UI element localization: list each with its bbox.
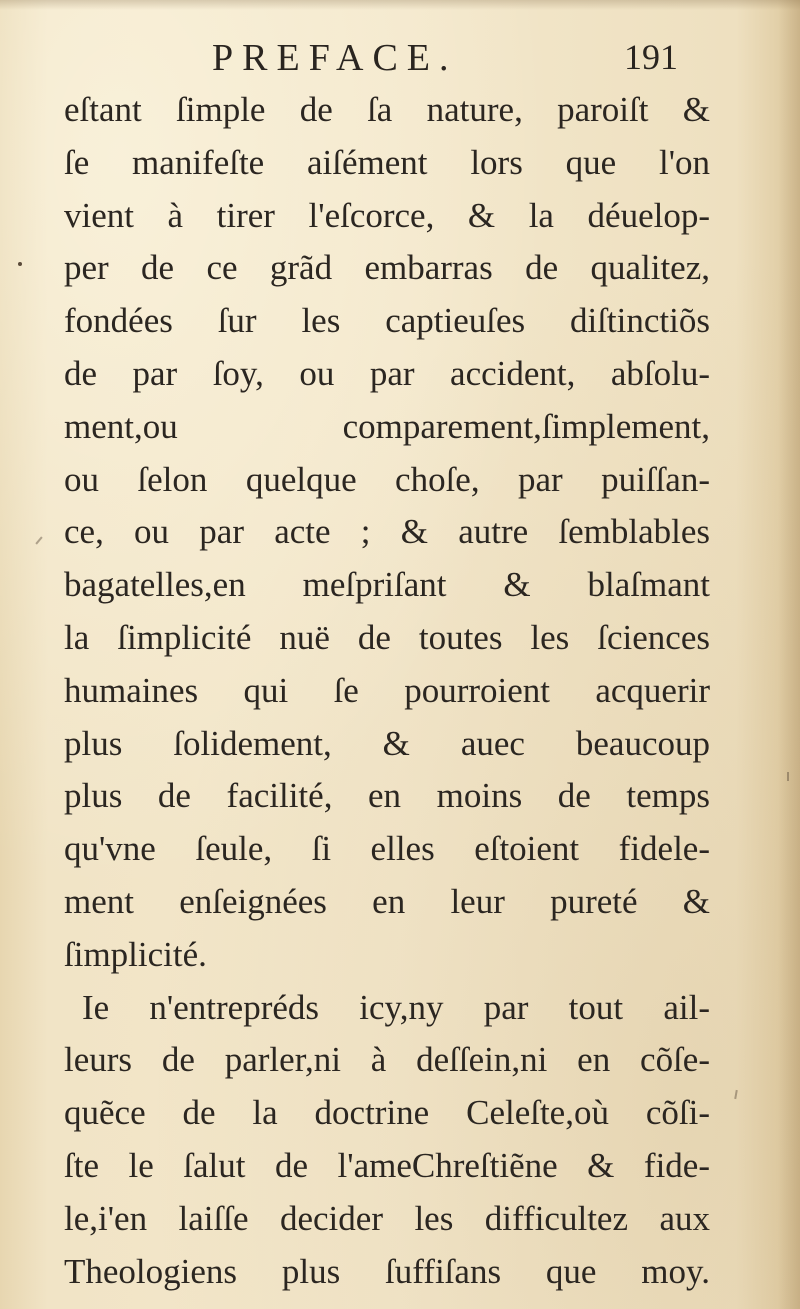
text-line: Theologiens plus ſuffiſans que moy. [64, 1251, 710, 1291]
text-line: ſte le ſalut de l'ameChreſtiẽne & fide- [64, 1145, 710, 1185]
text-line: per de ce grãd embarras de qualitez, [64, 248, 710, 288]
text-line: ou ſelon quelque choſe, par puiſſan- [64, 459, 710, 499]
text-line: quẽce de la doctrine Celeſte,où cõſi- [64, 1093, 710, 1133]
paper-speck [734, 1090, 738, 1099]
page-number: 191 [624, 37, 678, 77]
text-line: vient à tirer l'eſcorce, & la déuelop- [64, 195, 710, 235]
text-line: leurs de parler,ni à deſſein,ni en cõſe- [64, 1040, 710, 1080]
top-edge-shadow [0, 0, 800, 10]
text-line: plus ſolidement, & auec beaucoup [64, 723, 710, 763]
text-line: le,i'en laiſſe decider les difficultez aux [64, 1198, 710, 1238]
text-line: de par ſoy, ou par accident, abſolu- [64, 353, 710, 393]
paper-speck [35, 536, 42, 544]
text-line: Ie n'entrepréds icy,ny par tout ail- [82, 987, 710, 1027]
text-line: fondées ſur les captieuſes diſtinctiõs [64, 301, 710, 341]
running-head: PREFACE. [212, 37, 458, 79]
page-header [0, 30, 800, 86]
text-line: bagatelles,en meſpriſant & blaſmant [64, 565, 710, 605]
text-line: ment,ou comparement,ſimplement, [64, 406, 710, 446]
text-line: eſtant ſimple de ſa nature, paroiſt & [64, 90, 710, 129]
text-line: plus de facilité, en moins de temps [64, 776, 710, 816]
text-line: ment enſeignées en leur pureté & [64, 881, 710, 921]
text-line: la ſimplicité nuë de toutes les ſciences [64, 617, 710, 657]
margin-mark [18, 262, 22, 266]
text-line: qu'vne ſeule, ſi elles eſtoient fidele- [64, 829, 710, 869]
text-line: ſe manifeſte aiſément lors que l'on [64, 142, 710, 182]
text-line: ſimplicité. [64, 934, 207, 974]
text-line: ce, ou par acte ; & autre ſemblables [64, 512, 710, 552]
page-edge-shadow [778, 0, 800, 1309]
paper-speck [787, 772, 789, 781]
text-line: humaines qui ſe pourroient acquerir [64, 670, 710, 710]
body-text [64, 84, 710, 1298]
